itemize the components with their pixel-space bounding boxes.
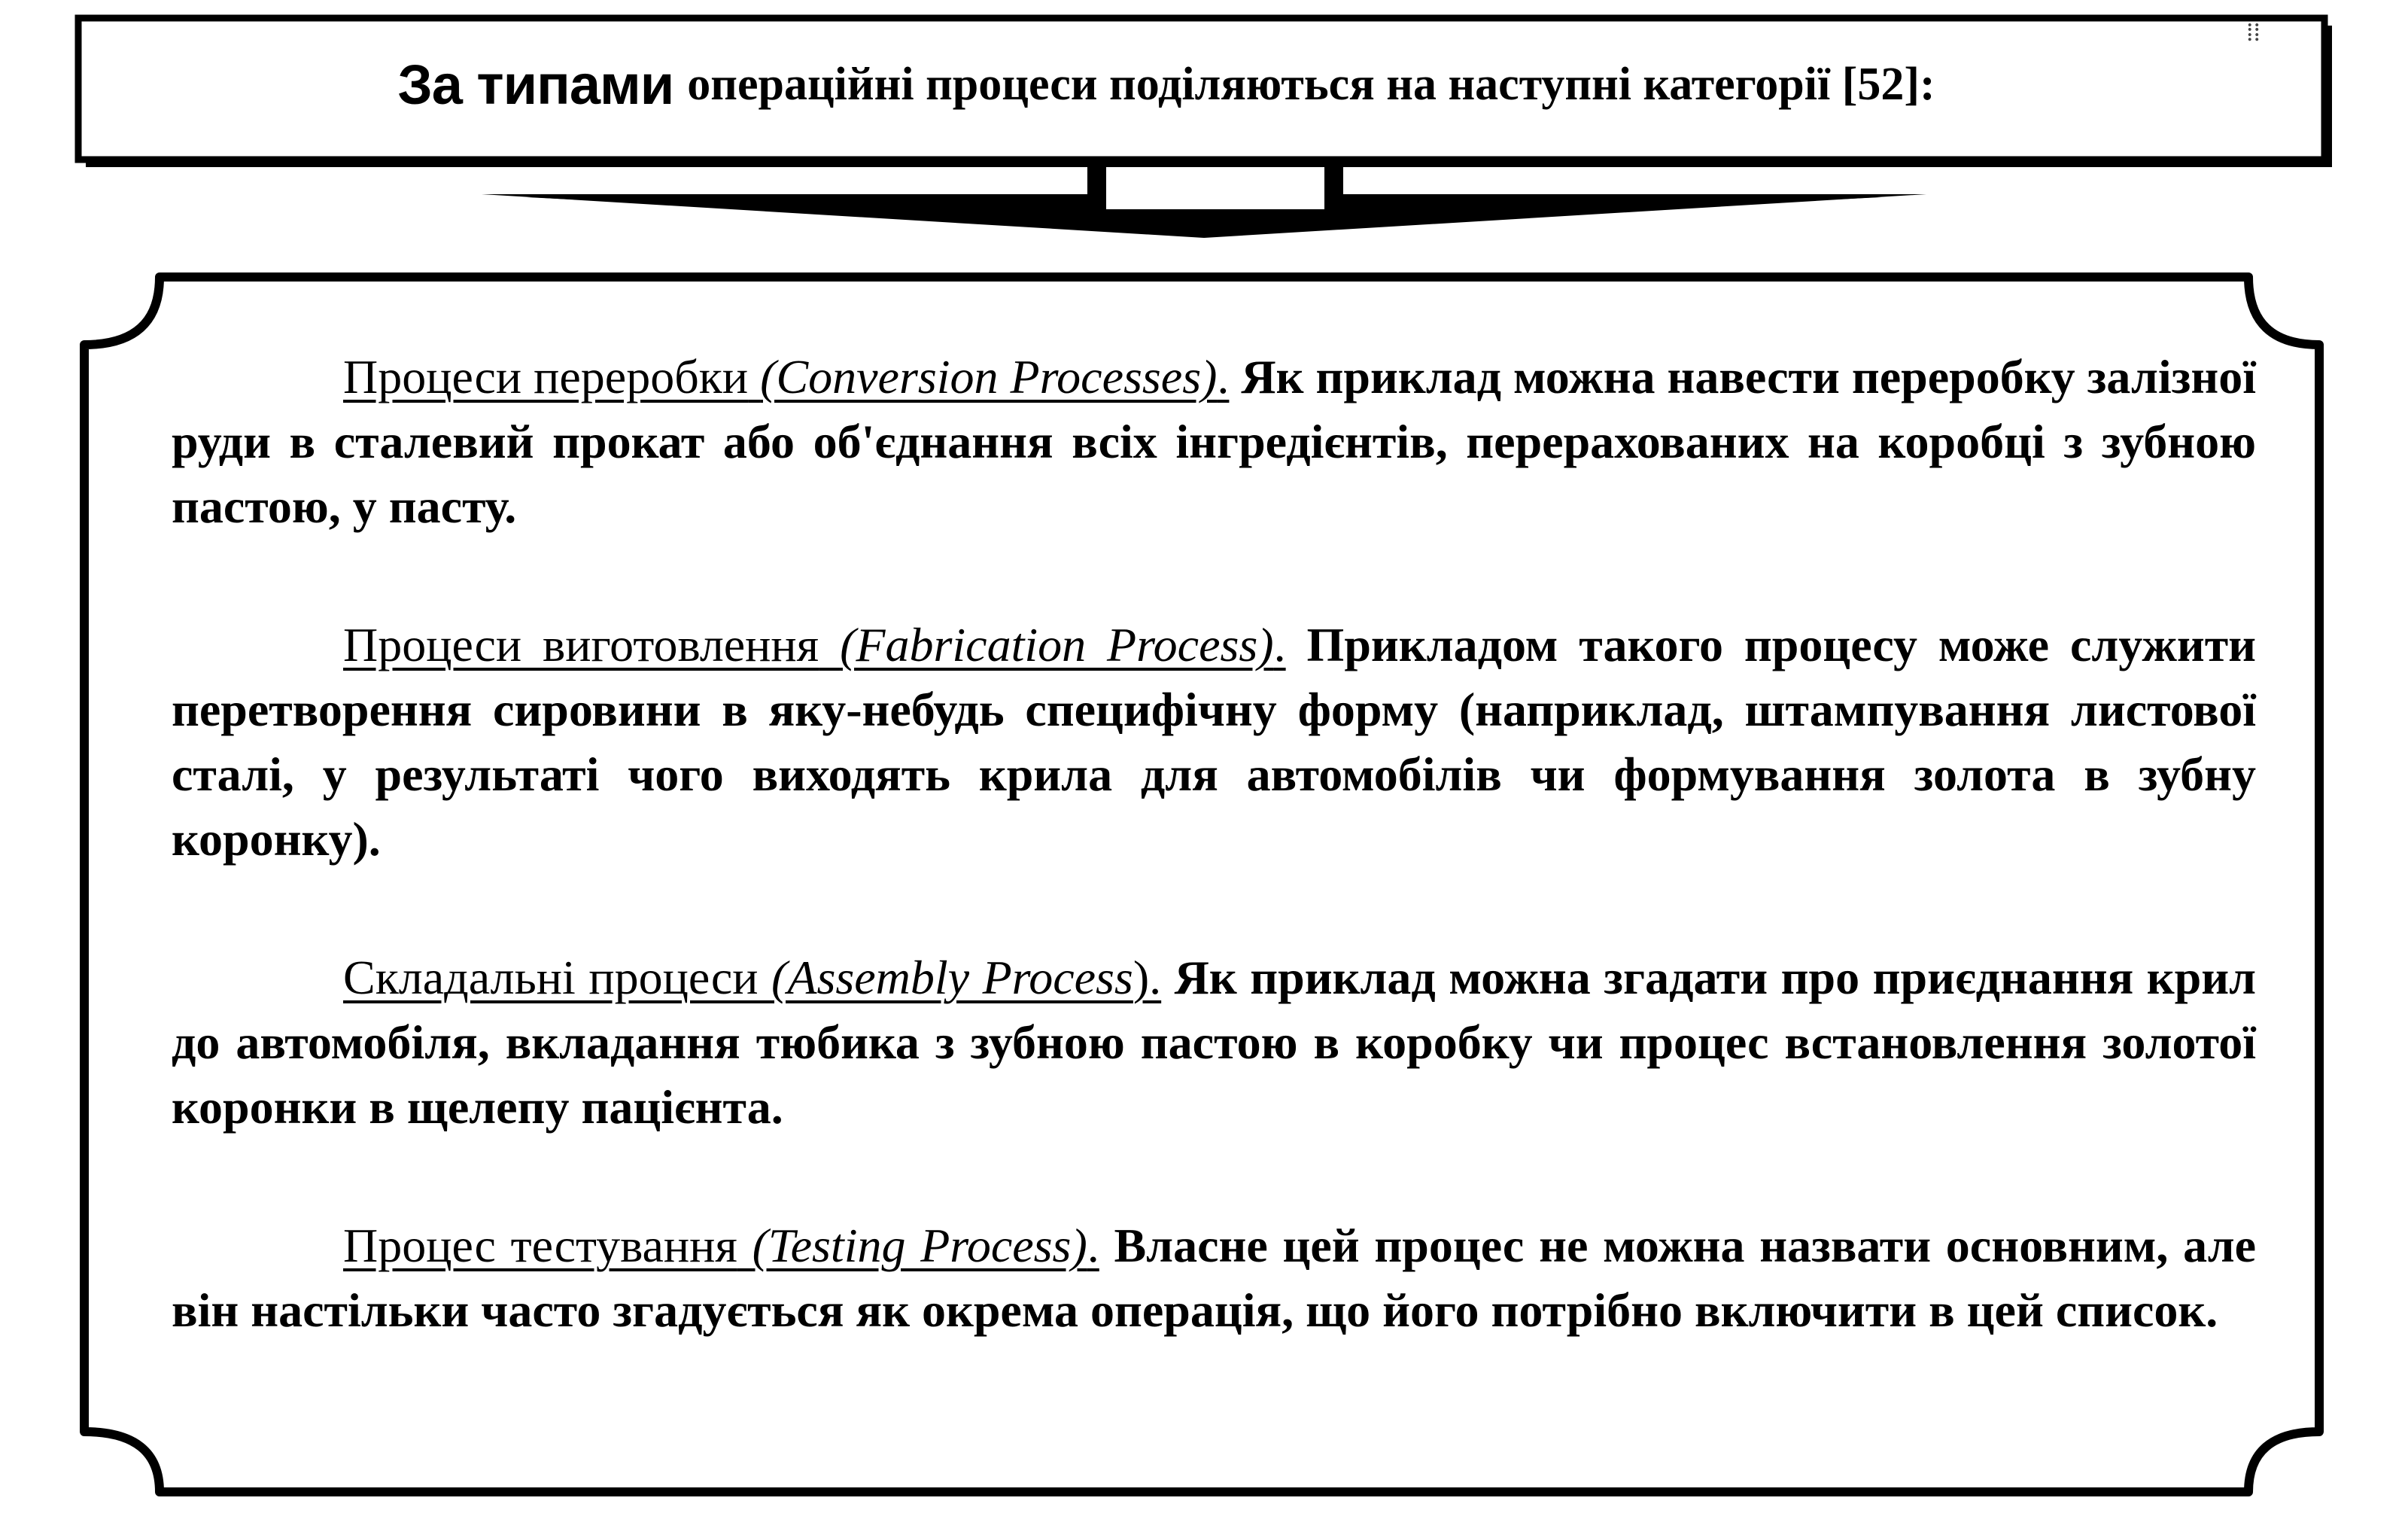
process-term <box>343 618 1286 671</box>
process-term <box>343 350 1229 403</box>
process-item-assembly <box>172 945 2256 1140</box>
process-item-conversion <box>172 345 2256 539</box>
process-term <box>343 1219 1099 1272</box>
process-term-end: ). <box>1133 951 1162 1004</box>
process-term-en: (Fabrication Process) <box>840 618 1274 671</box>
process-term <box>343 951 1161 1004</box>
process-term-en: (Assembly Process <box>771 951 1133 1004</box>
process-term-ua: Процеси переробки <box>343 350 749 403</box>
process-term-en: (Testing Process) <box>752 1219 1087 1272</box>
process-term-ua: Складальні процеси <box>343 951 759 1004</box>
process-description: Як приклад можна згадати про приєднання крил до автомобіля, вкладання тюбика з зубною пастою в коробку чи процес встановлення золотої коронки в щелепу пацієнта. <box>172 951 2257 1134</box>
process-term-end: . <box>1217 350 1230 403</box>
process-description: Прикладом такого процесу може служити перетворення сировини в яку-небудь специфічну форму (наприклад, штампування листової сталі, у результаті чого виходять крила для автомобілів чи формування золота в зубну коронку). <box>172 618 2257 866</box>
corner-mark: ⁞⁞ <box>2246 17 2261 47</box>
process-term-end: . <box>1273 618 1286 671</box>
header-title <box>83 32 2250 137</box>
process-term-ua: Процеси виготовлення <box>343 618 819 671</box>
header-title-rest: операційні процеси поділяються на наступні категорії [52]: <box>687 58 1935 110</box>
process-list <box>172 345 2256 1417</box>
process-term-ua: Процес тестування <box>343 1219 737 1272</box>
process-term-en: (Conversion Processes) <box>760 350 1218 403</box>
process-item-testing <box>172 1213 2256 1343</box>
header-title-lead: За типами <box>397 53 674 116</box>
process-description: Як приклад можна навести переробку залізної руди в сталевий прокат або об'єднання всіх інгредієнтів, перерахованих на коробці з зубною пастою, у пасту. <box>172 350 2257 533</box>
process-item-fabrication <box>172 613 2256 872</box>
process-description: Власне цей процес не можна назвати основним, але він настільки часто згадується як окрема операція, що його потрібно включити в цей список. <box>172 1219 2257 1337</box>
funnel-inner <box>527 197 1881 230</box>
process-term-end: . <box>1087 1219 1099 1272</box>
